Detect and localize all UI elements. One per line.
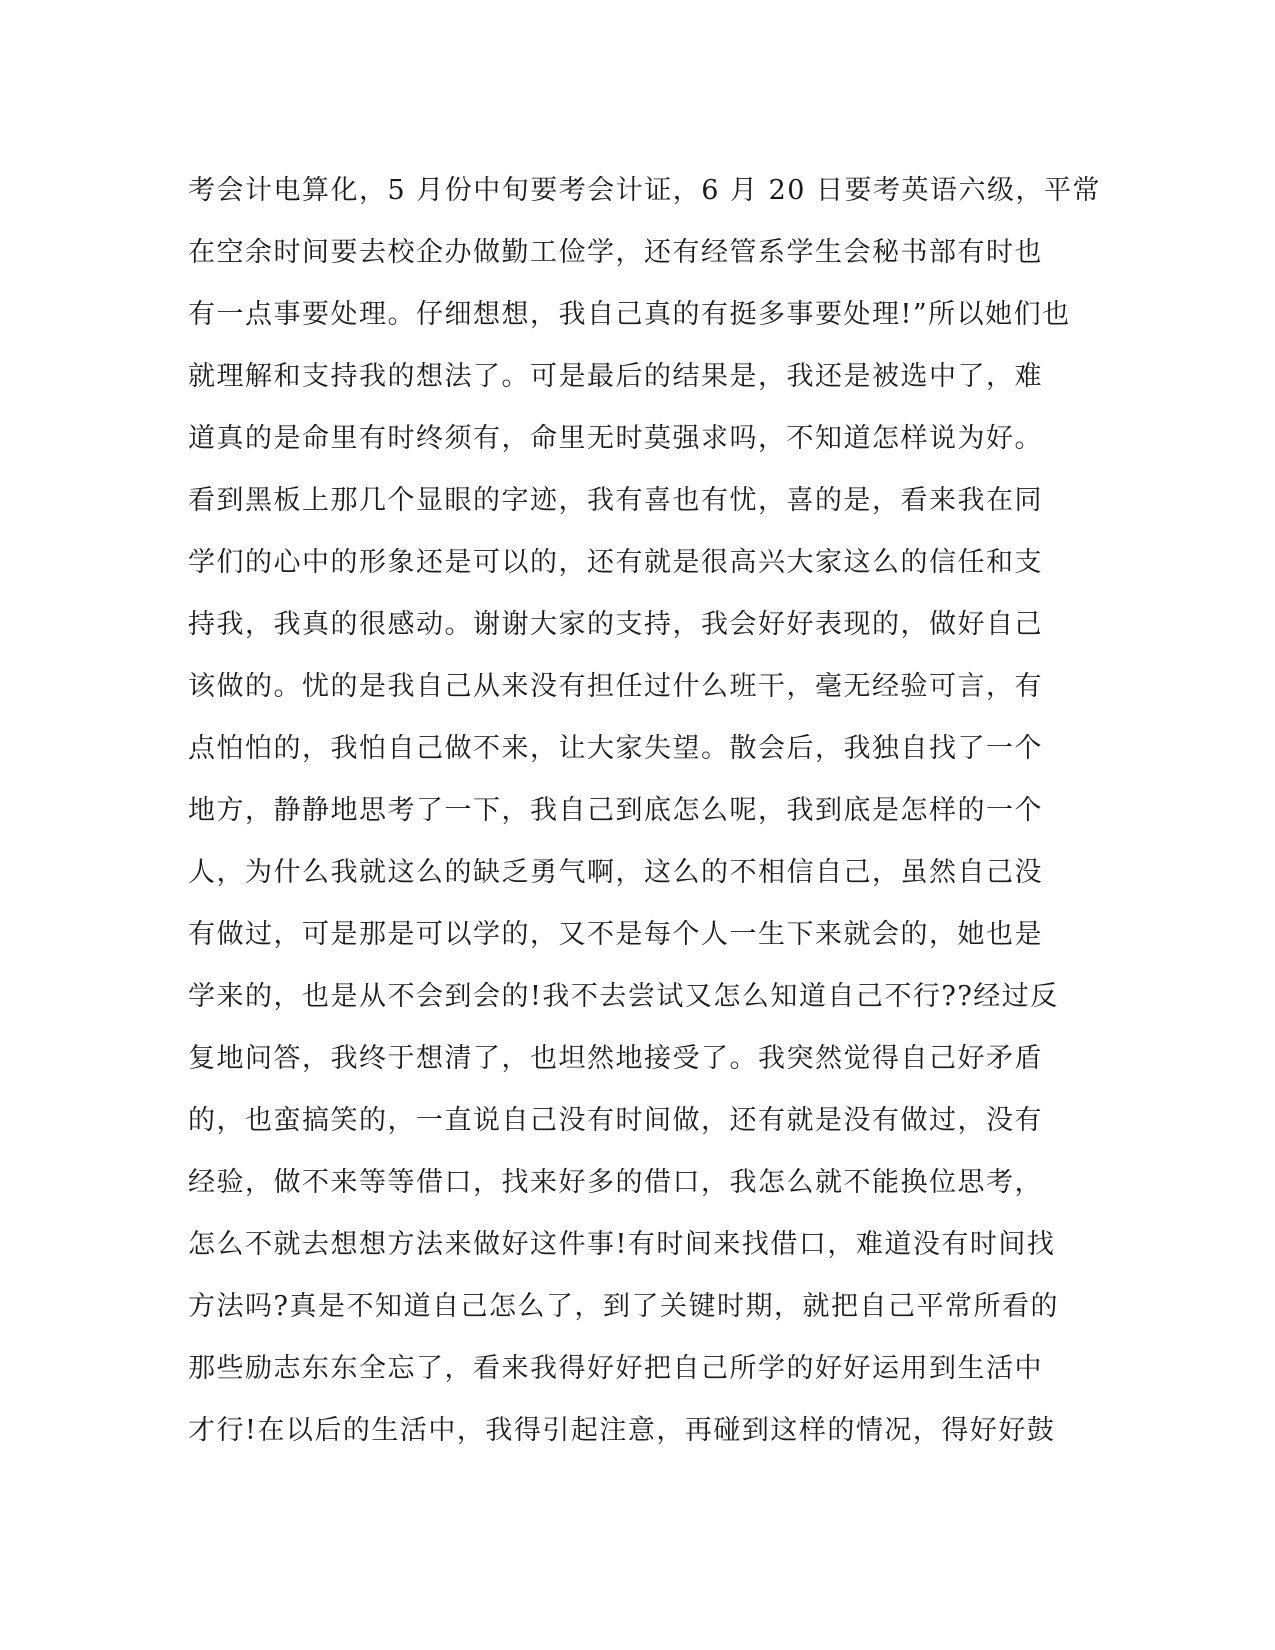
text-line: 复地问答，我终于想清了，也坦然地接受了。我突然觉得自己好矛盾 — [188, 1043, 1043, 1074]
text-line: 考会计电算化，5 月份中旬要考会计证，6 月 20 日要考英语六级，平常 — [188, 175, 1102, 206]
text-line: 学来的，也是从不会到会的!我不去尝试又怎么知道自己不行??经过反 — [188, 981, 1059, 1012]
text-line: 有做过，可是那是可以学的，又不是每个人一生下来就会的，她也是 — [188, 919, 1043, 950]
text-line: 有一点事要处理。仔细想想，我自己真的有挺多事要处理!”所以她们也 — [188, 299, 1071, 330]
text-line: 道真的是命里有时终须有，命里无时莫强求吗，不知道怎样说为好。 — [188, 423, 1043, 454]
body-text — [188, 160, 1102, 1462]
text-line: 方法吗?真是不知道自己怎么了，到了关键时期，就把自己平常所看的 — [188, 1291, 1059, 1322]
text-line: 地方，静静地思考了一下，我自己到底怎么呢，我到底是怎样的一个 — [188, 795, 1043, 826]
text-line: 看到黑板上那几个显眼的字迹，我有喜也有忧，喜的是，看来我在同 — [188, 485, 1043, 516]
text-line: 点怕怕的，我怕自己做不来，让大家失望。散会后，我独自找了一个 — [188, 733, 1043, 764]
text-line: 人，为什么我就这么的缺乏勇气啊，这么的不相信自己，虽然自己没 — [188, 857, 1043, 888]
text-line: 怎么不就去想想方法来做好这件事!有时间来找借口，难道没有时间找 — [188, 1229, 1056, 1260]
text-line: 的，也蛮搞笑的，一直说自己没有时间做，还有就是没有做过，没有 — [188, 1105, 1043, 1136]
text-line: 学们的心中的形象还是可以的，还有就是很高兴大家这么的信任和支 — [188, 547, 1043, 578]
text-line: 就理解和支持我的想法了。可是最后的结果是，我还是被选中了，难 — [188, 361, 1043, 392]
text-line: 该做的。忧的是我自己从来没有担任过什么班干，毫无经验可言，有 — [188, 671, 1043, 702]
text-line: 在空余时间要去校企办做勤工俭学，还有经管系学生会秘书部有时也 — [188, 237, 1043, 268]
text-line: 经验，做不来等等借口，找来好多的借口，我怎么就不能换位思考， — [188, 1167, 1043, 1198]
text-line: 才行!在以后的生活中，我得引起注意，再碰到这样的情况，得好好鼓 — [188, 1415, 1056, 1446]
text-line: 那些励志东东全忘了，看来我得好好把自己所学的好好运用到生活中 — [188, 1353, 1043, 1384]
text-line: 持我，我真的很感动。谢谢大家的支持，我会好好表现的，做好自己 — [188, 609, 1043, 640]
